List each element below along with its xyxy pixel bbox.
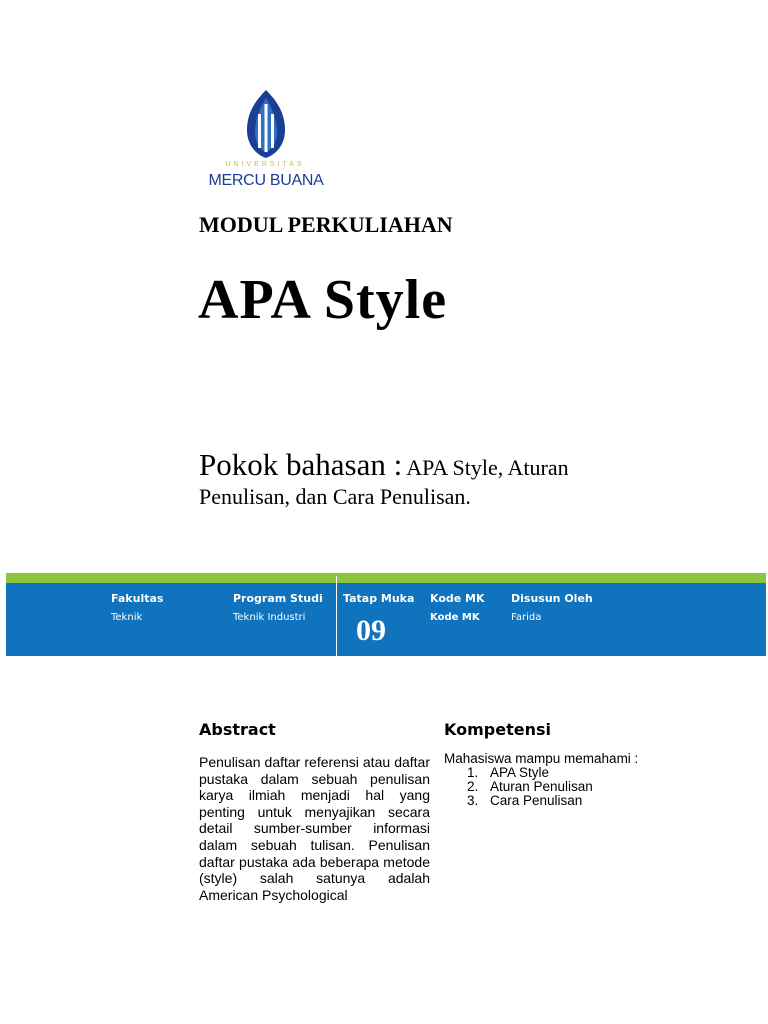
program-studi-value: Teknik Industri [233,612,306,623]
kompetensi-intro: Mahasiswa mampu memahami : [444,751,639,766]
pokok-bahasan-value-line2: Penulisan, dan Cara Penulisan. [199,484,471,509]
abstract-heading: Abstract [199,720,276,739]
tatap-muka-value: 09 [356,614,386,647]
list-item-label: APA Style [490,765,550,780]
mercu-buana-emblem-icon [241,88,291,160]
info-band-accent-stripe [6,573,766,583]
kode-mk-value: Kode MK [430,612,480,623]
list-item-number: 1. [467,765,479,780]
disusun-oleh-header: Disusun Oleh [511,592,593,605]
document-title: APA Style [198,269,448,331]
program-studi-header: Program Studi [233,592,323,605]
kompetensi-list [444,766,593,808]
fakultas-value: Teknik [111,612,143,623]
abstract-body: Penulisan daftar referensi atau daftar pustaka dalam sebuah penulisan karya ilmiah menjadi hal yang penting untuk menyajikan secara detail sumber-sumber informasi dalam sebuah tulisan. Penulisan daftar pustaka ada beberapa metode (style) salah satunya adalah American Psychological [199,754,430,903]
tatap-muka-header: Tatap Muka [343,592,415,605]
info-band-divider [336,576,337,656]
kompetensi-heading: Kompetensi [444,720,551,739]
logo-university-name: MERCU BUANA [208,172,324,189]
list-item-number: 3. [467,793,479,808]
university-logo [198,88,334,192]
pokok-bahasan-label: Pokok bahasan : [199,447,403,482]
pokok-bahasan-value-line1: APA Style, Aturan [406,455,569,480]
list-item [444,766,593,780]
list-item-label: Aturan Penulisan [490,779,593,794]
pokok-bahasan [199,447,669,512]
list-item-label: Cara Penulisan [490,793,583,808]
kode-mk-header: Kode MK [430,592,485,605]
list-item-number: 2. [467,779,479,794]
list-item [444,794,593,808]
list-item [444,780,593,794]
logo-universitas-label: UNIVERSITAS [225,161,305,168]
disusun-oleh-value: Farida [511,612,542,623]
modul-heading: MODUL PERKULIAHAN [199,212,453,237]
fakultas-header: Fakultas [111,592,164,605]
